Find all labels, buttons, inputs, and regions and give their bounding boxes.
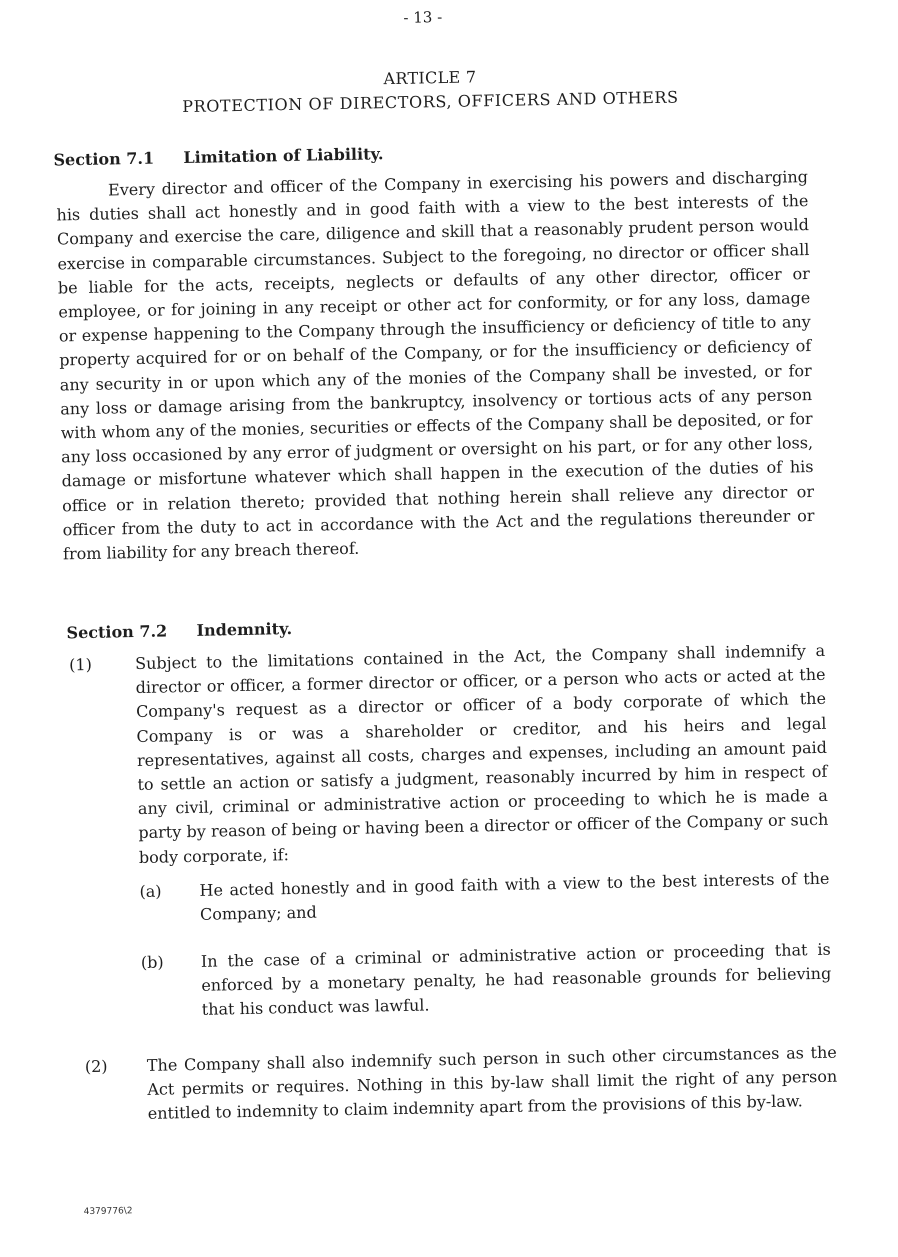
item-b-marker: (b) — [140, 952, 164, 972]
section-7-1-body: Every director and officer of the Company in exercising his powers and discharging his duties shall act honestly and in good faith with a view to the best interests of the Company and exercise the care, diligence and skill that a reasonably prudent person would exercise in comparable circumstances. Subject to the foregoing, no director or officer shall be liable for the acts, receipts, neglects or defaults of any other director, officer or employee, or for joining in any receipt or other act for conformity, or for any loss, damage or expense happening to the Company through the insufficiency or deficiency of title to any property acquired for or on behalf of the Company, or for the insufficiency or deficiency of any security in or upon which any of the monies of the Company shall be invested, or for any loss or damage arising from the bankruptcy, insolvency or tortious acts of any person with whom any of the monies, securities or effects of the Company shall be deposited, or for any loss occasioned by any error of judgment or oversight on his part, or for any other loss, damage or misfortune whatever which shall happen in the execution of the duties of his office or in relation thereto; provided that nothing herein shall relieve any director or officer from the duty to act in accordance with the Act and the regulations thereunder or from liability for any breach thereof. — [56, 167, 815, 564]
item-a-marker: (a) — [139, 881, 162, 902]
article-title: ARTICLE 7 — [383, 67, 477, 89]
indemnity-item-a — [139, 867, 833, 925]
document-footer-code: 4379776\2 — [83, 1206, 133, 1218]
item-b-text: In the case of a criminal or administrative action or proceeding that is enforced by a monetary penalty, he had reasonable grounds for believing that his conduct was lawful. — [200, 939, 832, 1020]
item-1-text: Subject to the limitations contained in the Act, the Company shall indemnify a director or officer, a former director or officer, or a person who acts or acted at the Company's request as a director or officer of a body corporate of which the Company is or was a shareholder or creditor, and his heirs and legal representatives, against all costs, charges and expenses, including an amount paid to settle an action or satisfy a judgment, reasonably incurred by him in respect of any civil, criminal or administrative action or proceeding to which he is made a party by reason of being or having been a director or officer of the Company or such body corporate, if: — [134, 640, 829, 867]
section-7-2-title: Indemnity. — [196, 619, 293, 640]
item-1-marker: (1) — [68, 654, 93, 675]
section-7-1-heading — [53, 144, 383, 169]
indemnity-item-1 — [68, 639, 829, 867]
indemnity-item-b — [140, 938, 835, 1020]
item-a-text: He acted honestly and in good faith with a view to the best interests of the Company; and — [199, 868, 830, 925]
section-7-2-heading — [66, 619, 292, 642]
section-7-1-title: Limitation of Liability. — [183, 144, 384, 168]
item-2-marker: (2) — [84, 1056, 108, 1077]
page-number: - 13 - — [403, 8, 443, 27]
section-7-1-number: Section 7.1 — [53, 148, 155, 170]
section-7-2-number: Section 7.2 — [66, 621, 168, 643]
indemnity-item-2 — [84, 1041, 841, 1124]
article-subtitle: PROTECTION OF DIRECTORS, OFFICERS AND OTHERS — [182, 87, 679, 117]
item-2-text: The Company shall also indemnify such person in such other circumstances as the Act permits or requires. Nothing in this by-law shall limit the right of any person entitled to indemnity to claim indemnity apart from the provisions of this by-law. — [146, 1042, 838, 1124]
